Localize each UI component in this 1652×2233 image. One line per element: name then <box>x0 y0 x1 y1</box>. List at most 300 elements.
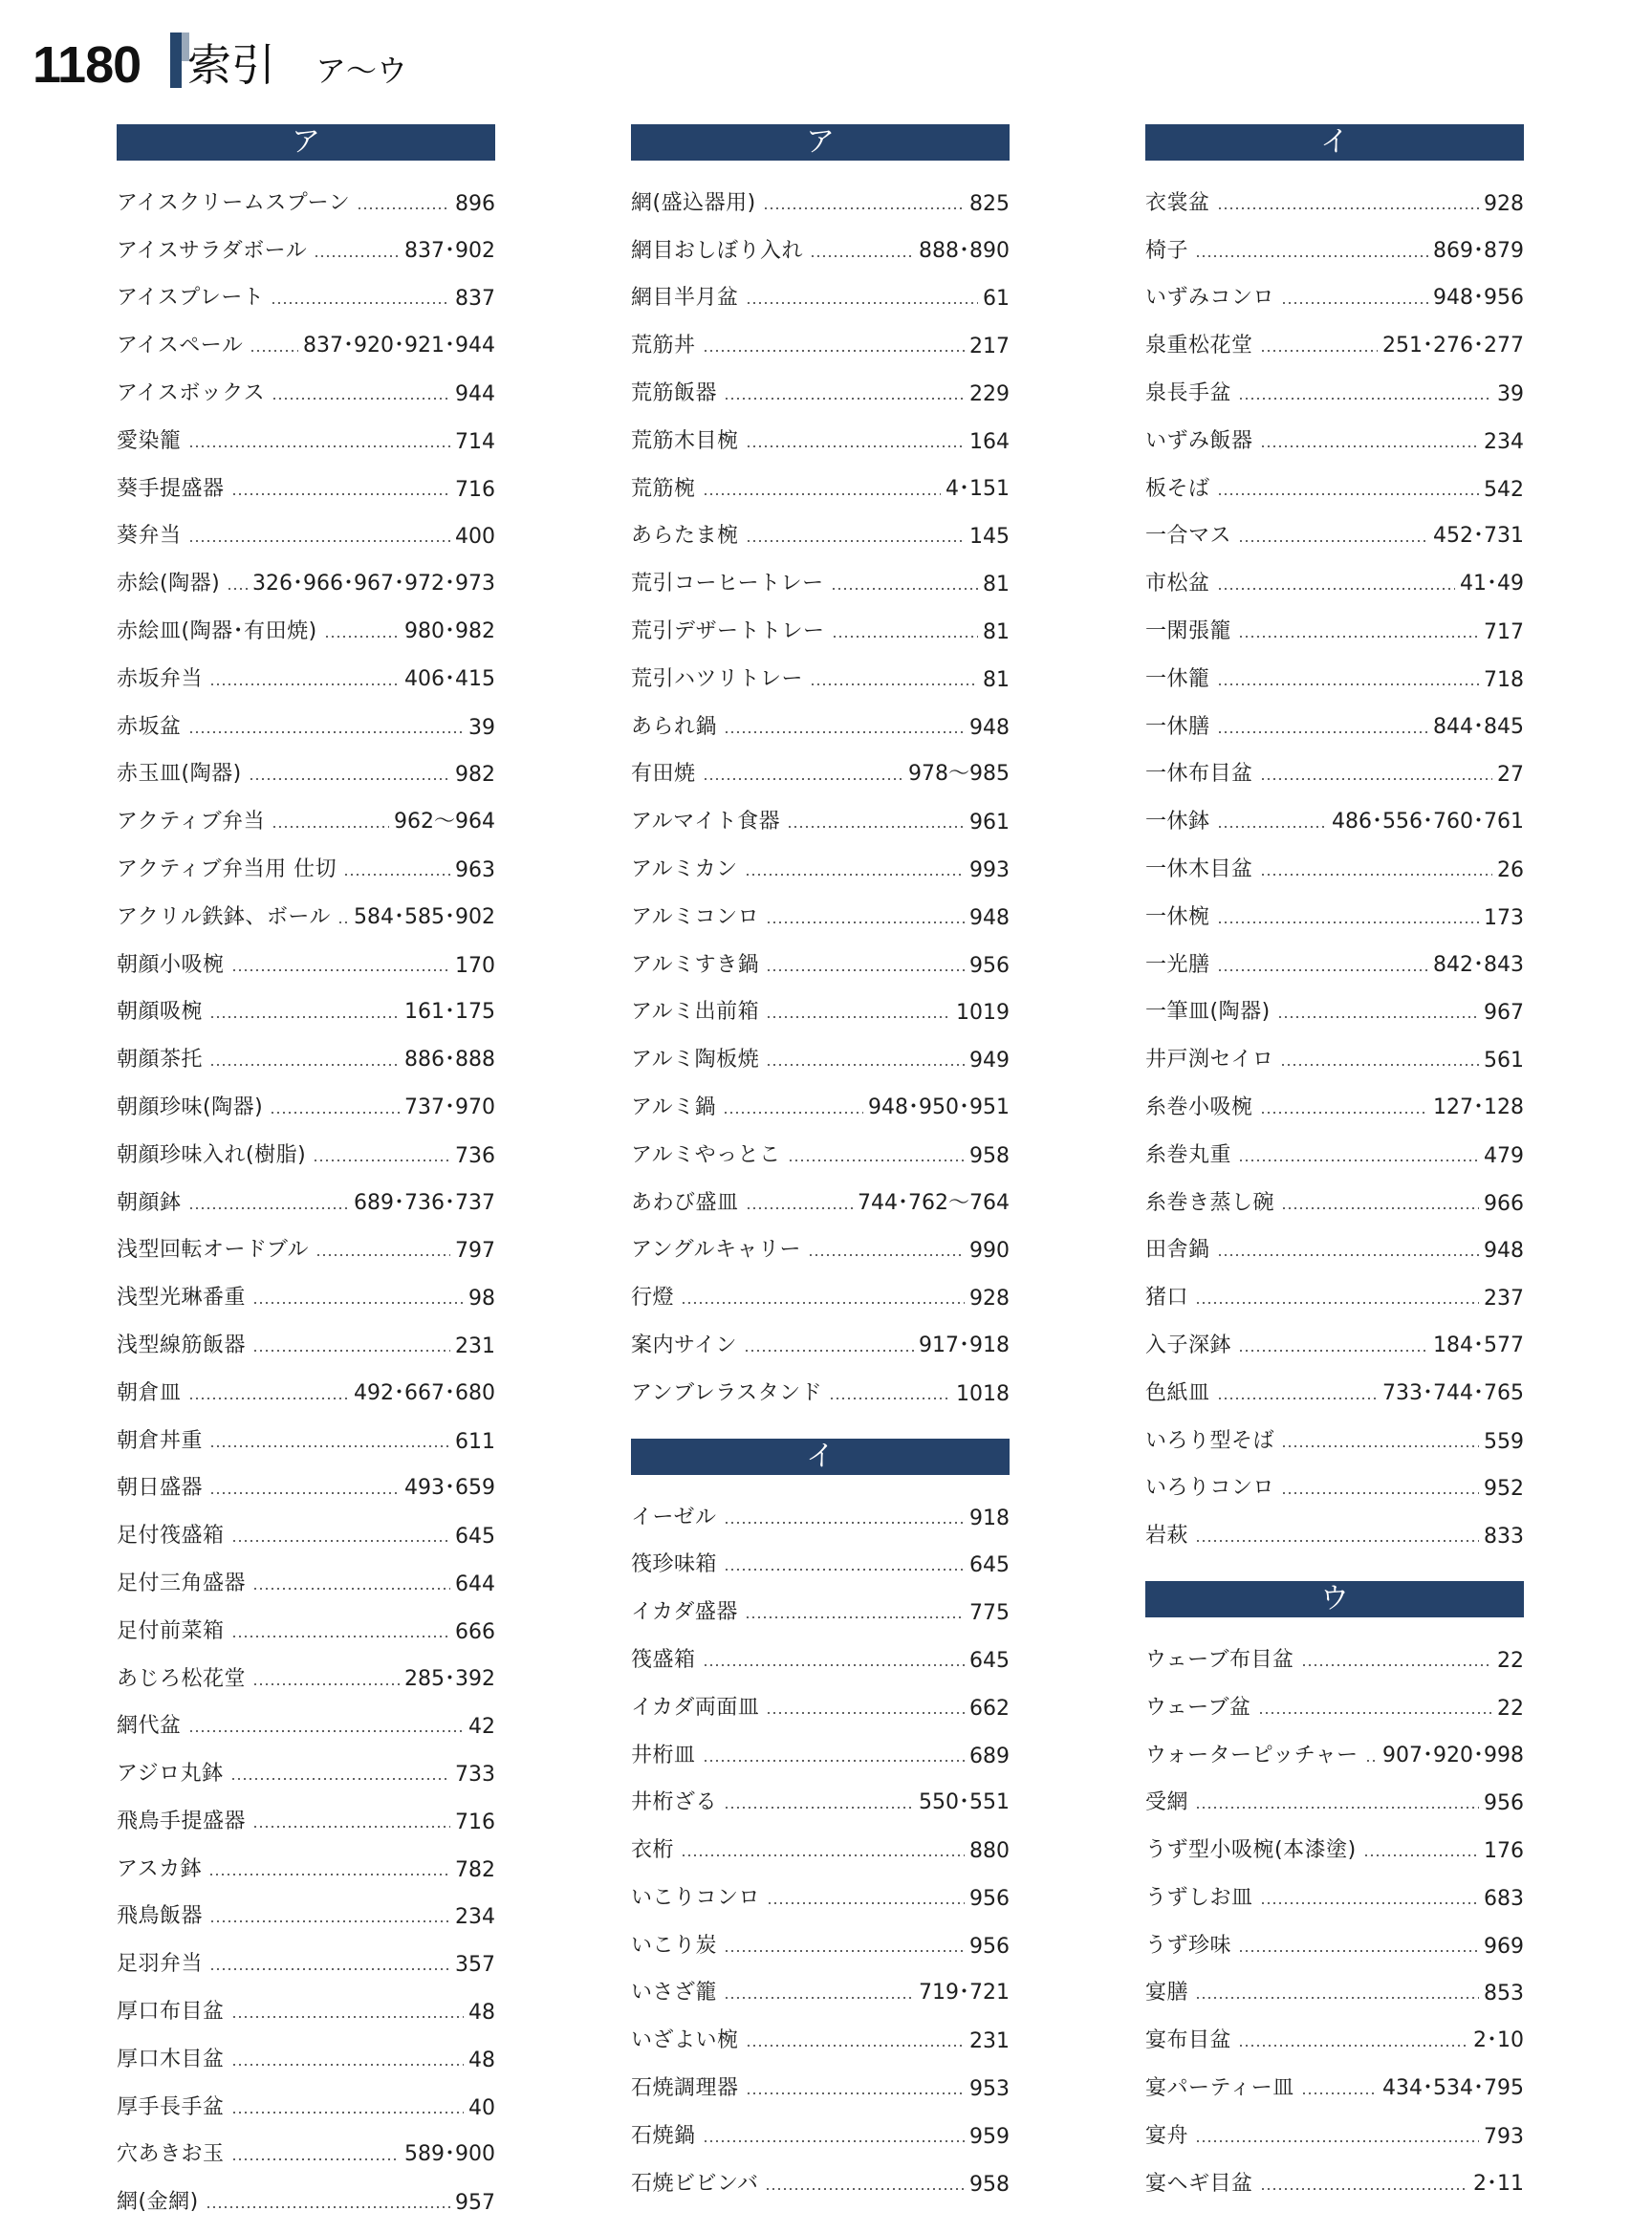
dot-leader <box>209 1920 450 1922</box>
entry-term: 入子深鉢 <box>1145 1333 1232 1357</box>
entry-pages: 42 <box>468 1715 495 1740</box>
dot-leader <box>808 1254 965 1256</box>
entry-term: 朝倉皿 <box>117 1380 182 1405</box>
entry-pages: 217 <box>969 335 1010 359</box>
index-entry <box>631 216 1010 264</box>
dot-leader <box>745 1616 965 1618</box>
entry-term: 井桁ざる <box>631 1790 718 1815</box>
entry-pages: 961 <box>969 811 1010 835</box>
entry-pages: 161･175 <box>404 1000 495 1025</box>
index-entry <box>631 168 1010 216</box>
index-entry <box>117 978 495 1026</box>
entry-pages: 963 <box>455 857 495 882</box>
index-entry <box>117 216 495 264</box>
entry-term: うず珍味 <box>1145 1933 1232 1958</box>
entry-term: 糸巻小吸椀 <box>1145 1095 1253 1119</box>
dot-leader <box>746 445 965 447</box>
index-entry <box>631 1911 1010 1959</box>
index-entry <box>631 1721 1010 1768</box>
dot-leader <box>231 2016 464 2018</box>
entry-term: 葵弁当 <box>117 524 182 549</box>
entry-term: 一休膳 <box>1145 714 1210 739</box>
entry-term: アルミ鍋 <box>631 1095 717 1119</box>
dot-leader <box>231 493 450 495</box>
entry-term: 一休木目盆 <box>1145 856 1253 881</box>
entry-term: アルミやっとこ <box>631 1142 781 1167</box>
entry-pages: 837･902 <box>404 238 495 263</box>
dot-leader <box>271 302 450 304</box>
dot-leader <box>313 1160 450 1161</box>
entry-term: アクリル鉄鉢、ボール <box>117 904 331 929</box>
entry-pages: 493･659 <box>404 1476 495 1501</box>
entry-term: 荒筋椀 <box>631 476 696 501</box>
entry-term: 朝顔鉢 <box>117 1190 182 1215</box>
index-entry <box>1145 930 1524 978</box>
dot-leader <box>227 588 248 590</box>
entry-term: いずみ飯器 <box>1145 428 1253 453</box>
index-entry <box>1145 549 1524 596</box>
dot-leader <box>1195 255 1428 257</box>
index-entry <box>117 1025 495 1073</box>
entry-pages: 980･982 <box>404 618 495 643</box>
dot-leader <box>1195 1540 1479 1542</box>
dot-leader <box>831 588 978 590</box>
dot-leader <box>1217 1254 1479 1256</box>
entry-pages: 918 <box>969 1506 1010 1530</box>
entry-pages: 589･900 <box>404 2142 495 2167</box>
entry-term: 赤坂弁当 <box>117 666 204 691</box>
index-entry <box>1145 692 1524 740</box>
entry-pages: 550･551 <box>919 1790 1010 1815</box>
dot-leader <box>745 874 965 876</box>
entry-pages: 559 <box>1484 1429 1524 1454</box>
dot-leader <box>703 778 904 780</box>
index-entry <box>117 1549 495 1596</box>
entry-term: 朝倉丼重 <box>117 1428 204 1453</box>
entry-term: 板そば <box>1145 476 1210 501</box>
entry-pages: 645 <box>455 1525 495 1550</box>
dot-leader <box>1238 398 1492 400</box>
dot-leader <box>1363 1854 1479 1856</box>
index-entry <box>631 264 1010 312</box>
index-entry <box>117 930 495 978</box>
index-entry <box>631 502 1010 550</box>
entry-term: 一筆皿(陶器) <box>1145 1000 1271 1025</box>
index-entry <box>1145 168 1524 216</box>
dot-leader <box>1195 1807 1479 1809</box>
entry-pages: 982 <box>455 763 495 788</box>
entry-pages: 27 <box>1497 763 1524 788</box>
entry-term: アルマイト食器 <box>631 810 781 835</box>
index-entry <box>117 692 495 740</box>
dot-leader <box>230 1778 450 1780</box>
entry-pages: 736 <box>455 1143 495 1168</box>
entry-term: うず型小吸椀(本漆塗) <box>1145 1838 1357 1863</box>
section-range: ア〜ウ <box>315 53 408 89</box>
entry-term: 赤坂盆 <box>117 714 182 739</box>
entry-term: 一合マス <box>1145 524 1232 549</box>
entry-term: 荒引ハツリトレー <box>631 666 804 691</box>
entry-term: アクティブ弁当用 仕切 <box>117 856 337 881</box>
dot-leader <box>787 826 965 828</box>
dot-leader <box>188 731 464 733</box>
dot-leader <box>252 1302 464 1304</box>
index-entry <box>117 1787 495 1834</box>
entry-term: ウェーブ布目盆 <box>1145 1647 1294 1672</box>
entry-pages: 959 <box>969 2124 1010 2149</box>
index-entry <box>1145 835 1524 882</box>
entry-term: あられ鍋 <box>631 714 718 739</box>
index-column-3 <box>1145 124 1524 2197</box>
index-entry <box>631 1263 1010 1311</box>
dot-leader <box>766 1064 965 1066</box>
entry-pages: 716 <box>455 477 495 502</box>
dot-leader <box>1301 1664 1492 1666</box>
entry-term: アルミコンロ <box>631 904 760 929</box>
entry-term: 網目おしぼり入れ <box>631 238 804 263</box>
dot-leader <box>188 1730 464 1732</box>
entry-pages: 917･918 <box>919 1333 1010 1357</box>
dot-leader <box>231 1540 450 1542</box>
index-entry <box>117 549 495 596</box>
dot-leader <box>324 636 400 638</box>
entry-term: うずしお皿 <box>1145 1885 1253 1910</box>
entry-pages: 958 <box>969 1143 1010 1168</box>
entry-term: 荒筋飯器 <box>631 380 718 405</box>
entry-pages: 164 <box>969 429 1010 454</box>
entry-pages: 4･151 <box>946 476 1010 501</box>
index-entry <box>1145 882 1524 930</box>
index-entry <box>1145 1263 1524 1311</box>
dot-leader <box>1260 350 1379 352</box>
index-entry <box>117 502 495 550</box>
index-entry <box>117 168 495 216</box>
entry-pages: 1019 <box>956 1001 1010 1026</box>
dot-leader <box>343 874 450 876</box>
index-entry <box>1145 740 1524 788</box>
entry-term: いさざ籠 <box>631 1981 718 2005</box>
dot-leader <box>746 1207 854 1209</box>
entry-term: 宴ヘギ目盆 <box>1145 2171 1253 2196</box>
entry-term: 朝顔茶托 <box>117 1048 204 1073</box>
entry-term: 浅型光琳番重 <box>117 1286 247 1311</box>
entry-pages: 993 <box>969 857 1010 882</box>
index-entry <box>1145 2053 1524 2101</box>
dot-leader <box>188 1398 350 1399</box>
dot-leader <box>832 636 978 638</box>
entry-pages: 869･879 <box>1433 238 1524 263</box>
index-entry <box>117 1882 495 1930</box>
index-entry <box>631 692 1010 740</box>
index-entry <box>117 787 495 835</box>
page-number: 1180 <box>33 36 141 94</box>
entry-pages: 645 <box>969 1648 1010 1673</box>
dot-leader <box>1217 826 1328 828</box>
index-entry <box>117 644 495 692</box>
entry-term: アンブレラスタンド <box>631 1380 823 1405</box>
dot-leader <box>1260 2188 1468 2190</box>
entry-pages: 81 <box>983 667 1010 692</box>
entry-term: 朝顔珍味(陶器) <box>117 1095 264 1119</box>
dot-leader <box>746 540 965 542</box>
dot-leader <box>270 1112 400 1114</box>
dot-leader <box>1260 778 1492 780</box>
entry-pages: 452･731 <box>1433 524 1524 549</box>
index-entry <box>631 311 1010 358</box>
dot-leader <box>252 1826 450 1828</box>
index-entry <box>117 1358 495 1406</box>
dot-leader <box>703 1760 965 1762</box>
index-entry <box>1145 406 1524 454</box>
entry-pages: 953 <box>969 2077 1010 2102</box>
dot-leader <box>208 1874 450 1875</box>
entry-term: 色紙皿 <box>1145 1380 1210 1405</box>
index-entry <box>117 740 495 788</box>
index-entry <box>631 1768 1010 1816</box>
dot-leader <box>1365 1760 1378 1762</box>
entry-pages: 644 <box>455 1572 495 1596</box>
index-entry <box>117 2025 495 2072</box>
entry-pages: 683 <box>1484 1886 1524 1911</box>
index-entry <box>631 1625 1010 1673</box>
index-section <box>631 1439 1010 2197</box>
entry-term: アイスペール <box>117 334 244 358</box>
header-accent-bar <box>170 33 182 88</box>
entry-term: 足付筏盛箱 <box>117 1524 225 1549</box>
index-entry <box>631 454 1010 502</box>
entry-pages: 718 <box>1484 667 1524 692</box>
dot-leader <box>231 2064 464 2066</box>
index-entry <box>631 1673 1010 1721</box>
entry-pages: 561 <box>1484 1049 1524 1073</box>
kana-heading: ウ <box>1145 1581 1524 1617</box>
dot-leader <box>357 207 450 209</box>
index-entry <box>1145 502 1524 550</box>
entry-term: 荒引デザートトレー <box>631 618 825 643</box>
index-entry <box>631 406 1010 454</box>
entry-term: 案内サイン <box>631 1333 737 1357</box>
entry-pages: 176 <box>1484 1839 1524 1864</box>
entry-pages: 492･667･680 <box>354 1380 495 1405</box>
dot-leader <box>681 1302 965 1304</box>
entry-pages: 825 <box>969 191 1010 216</box>
entry-term: あじろ松花堂 <box>117 1666 247 1691</box>
entry-pages: 26 <box>1497 857 1524 882</box>
entry-pages: 948･956 <box>1433 286 1524 311</box>
entry-pages: 957 <box>455 2191 495 2216</box>
index-entry <box>631 1959 1010 2006</box>
dot-leader <box>209 1016 400 1018</box>
entry-term: 網(金網) <box>117 2190 199 2215</box>
entry-pages: 775 <box>969 1601 1010 1626</box>
entry-term: いろり型そば <box>1145 1428 1275 1453</box>
entry-term: 一休鉢 <box>1145 810 1210 835</box>
index-entry <box>117 2167 495 2215</box>
dot-leader <box>746 2092 965 2094</box>
entry-pages: 966 <box>1484 1191 1524 1216</box>
dot-leader <box>1217 969 1429 971</box>
dot-leader <box>681 1854 965 1856</box>
index-entry <box>1145 2005 1524 2053</box>
entry-term: アルミカン <box>631 856 738 881</box>
entry-pages: 733･744･765 <box>1382 1380 1524 1405</box>
entry-pages: 962〜964 <box>394 810 495 835</box>
entry-pages: 486･556･760･761 <box>1332 810 1524 835</box>
entry-term: 一光膳 <box>1145 952 1210 977</box>
entry-term: 葵手提盛器 <box>117 476 225 501</box>
entry-term: 宴膳 <box>1145 1981 1189 2005</box>
index-entry <box>631 1073 1010 1120</box>
index-entry <box>117 1834 495 1882</box>
entry-term: 朝顔珍味入れ(樹脂) <box>117 1142 307 1167</box>
entry-pages: 48 <box>468 2048 495 2072</box>
entry-term: イーゼル <box>631 1505 717 1529</box>
entry-pages: 844･845 <box>1433 714 1524 739</box>
entry-pages: 907･920･998 <box>1382 1743 1524 1767</box>
entry-pages: 229 <box>969 381 1010 406</box>
entry-term: 足羽弁当 <box>117 1952 204 1977</box>
entry-pages: 717 <box>1484 619 1524 644</box>
dot-leader <box>188 1207 350 1209</box>
dot-leader <box>810 683 978 685</box>
dot-leader <box>1195 1302 1479 1304</box>
entry-pages: 689･736･737 <box>354 1190 495 1215</box>
entry-pages: 666 <box>455 1619 495 1644</box>
dot-leader <box>724 731 965 733</box>
entry-pages: 231 <box>455 1333 495 1358</box>
dot-leader <box>337 921 349 923</box>
index-entry <box>631 1120 1010 1168</box>
entry-pages: 231 <box>969 2029 1010 2054</box>
dot-leader <box>314 255 400 257</box>
entry-term: 岩萩 <box>1145 1524 1189 1549</box>
index-entry <box>631 596 1010 644</box>
dot-leader <box>703 2140 965 2142</box>
entry-pages: 928 <box>969 1287 1010 1312</box>
index-entry <box>117 264 495 312</box>
dot-leader <box>209 683 400 685</box>
index-entry <box>117 2072 495 2120</box>
entry-pages: 61 <box>983 287 1010 312</box>
kana-heading: イ <box>631 1439 1010 1475</box>
entry-pages: 956 <box>969 1886 1010 1911</box>
index-entry <box>1145 1625 1524 1673</box>
index-entry <box>117 882 495 930</box>
entry-term: 一休椀 <box>1145 904 1210 929</box>
entry-pages: 184･577 <box>1433 1333 1524 1357</box>
entry-term: 一閑張籠 <box>1145 618 1232 643</box>
entry-pages: 170 <box>455 953 495 978</box>
index-section <box>117 124 495 2215</box>
entry-term: 朝顔小吸椀 <box>117 952 225 977</box>
entry-pages: 948 <box>969 905 1010 930</box>
entry-pages: 793 <box>1484 2124 1524 2149</box>
entry-pages: 842･843 <box>1433 952 1524 977</box>
index-entry <box>631 1863 1010 1911</box>
index-entry <box>117 1692 495 1740</box>
dot-leader <box>231 2112 464 2114</box>
entry-term: 赤絵(陶器) <box>117 572 221 596</box>
index-entry <box>631 930 1010 978</box>
index-entry <box>1145 1815 1524 1863</box>
dot-leader <box>1238 1950 1479 1952</box>
index-entry <box>1145 596 1524 644</box>
dot-leader <box>1238 540 1428 542</box>
entry-pages: 542 <box>1484 477 1524 502</box>
dot-leader <box>1281 1445 1479 1447</box>
entry-term: ウェーブ盆 <box>1145 1695 1251 1720</box>
dot-leader <box>1280 1064 1479 1066</box>
entry-pages: 285･392 <box>404 1666 495 1691</box>
entry-term: 一休籠 <box>1145 666 1210 691</box>
dot-leader <box>703 350 965 352</box>
entry-term: いざよい椀 <box>631 2028 739 2053</box>
index-entry <box>631 835 1010 882</box>
entry-term: 浅型線筋飯器 <box>117 1333 247 1357</box>
index-column-2 <box>631 124 1010 2197</box>
entry-term: 厚口布目盆 <box>117 2000 225 2025</box>
entry-pages: 662 <box>969 1696 1010 1721</box>
entry-term: 井戸渕セイロ <box>1145 1048 1274 1073</box>
entry-term: アルミ出前箱 <box>631 1000 760 1025</box>
index-entry <box>117 1929 495 1977</box>
index-entry <box>1145 1721 1524 1768</box>
entry-term: いこりコンロ <box>631 1885 761 1910</box>
entry-term: 筏珍味箱 <box>631 1552 718 1577</box>
index-column-1 <box>117 124 495 2215</box>
entry-term: ウォーターピッチャー <box>1145 1743 1359 1767</box>
entry-term: イカダ両面皿 <box>631 1695 760 1720</box>
index-entry <box>631 2053 1010 2101</box>
entry-pages: 40 <box>468 2095 495 2120</box>
entry-pages: 737･970 <box>404 1095 495 1119</box>
index-entry <box>631 2149 1010 2197</box>
dot-leader <box>231 1636 450 1637</box>
dot-leader <box>231 2158 401 2160</box>
index-entry <box>117 454 495 502</box>
index-entry <box>117 1596 495 1644</box>
entry-term: 泉重松花堂 <box>1145 334 1253 358</box>
entry-term: 荒筋丼 <box>631 334 696 358</box>
entry-pages: 978〜985 <box>908 762 1010 787</box>
entry-pages: 853 <box>1484 1982 1524 2006</box>
dot-leader <box>272 398 450 400</box>
dot-leader <box>188 540 450 542</box>
entry-term: アイスプレート <box>117 286 265 311</box>
kana-heading: ア <box>631 124 1010 161</box>
index-entry <box>117 596 495 644</box>
entry-term: 筏盛箱 <box>631 1647 696 1672</box>
index-section <box>631 124 1010 1406</box>
entry-term: イカダ盛器 <box>631 1600 738 1625</box>
index-entry <box>631 1216 1010 1264</box>
index-entry <box>1145 1216 1524 1264</box>
index-entry <box>1145 1454 1524 1502</box>
entry-term: 赤玉皿(陶器) <box>117 762 242 787</box>
entry-pages: 716 <box>455 1810 495 1834</box>
entry-term: 猪口 <box>1145 1286 1189 1311</box>
index-entry <box>1145 978 1524 1026</box>
entry-pages: 880 <box>969 1839 1010 1864</box>
dot-leader <box>765 2188 965 2190</box>
entry-pages: 744･762〜764 <box>858 1190 1010 1215</box>
dot-leader <box>810 255 914 257</box>
dot-leader <box>724 1807 914 1809</box>
entry-pages: 782 <box>455 1857 495 1882</box>
dot-leader <box>767 1902 965 1904</box>
entry-pages: 22 <box>1497 1696 1524 1721</box>
entry-pages: 357 <box>455 1953 495 1978</box>
